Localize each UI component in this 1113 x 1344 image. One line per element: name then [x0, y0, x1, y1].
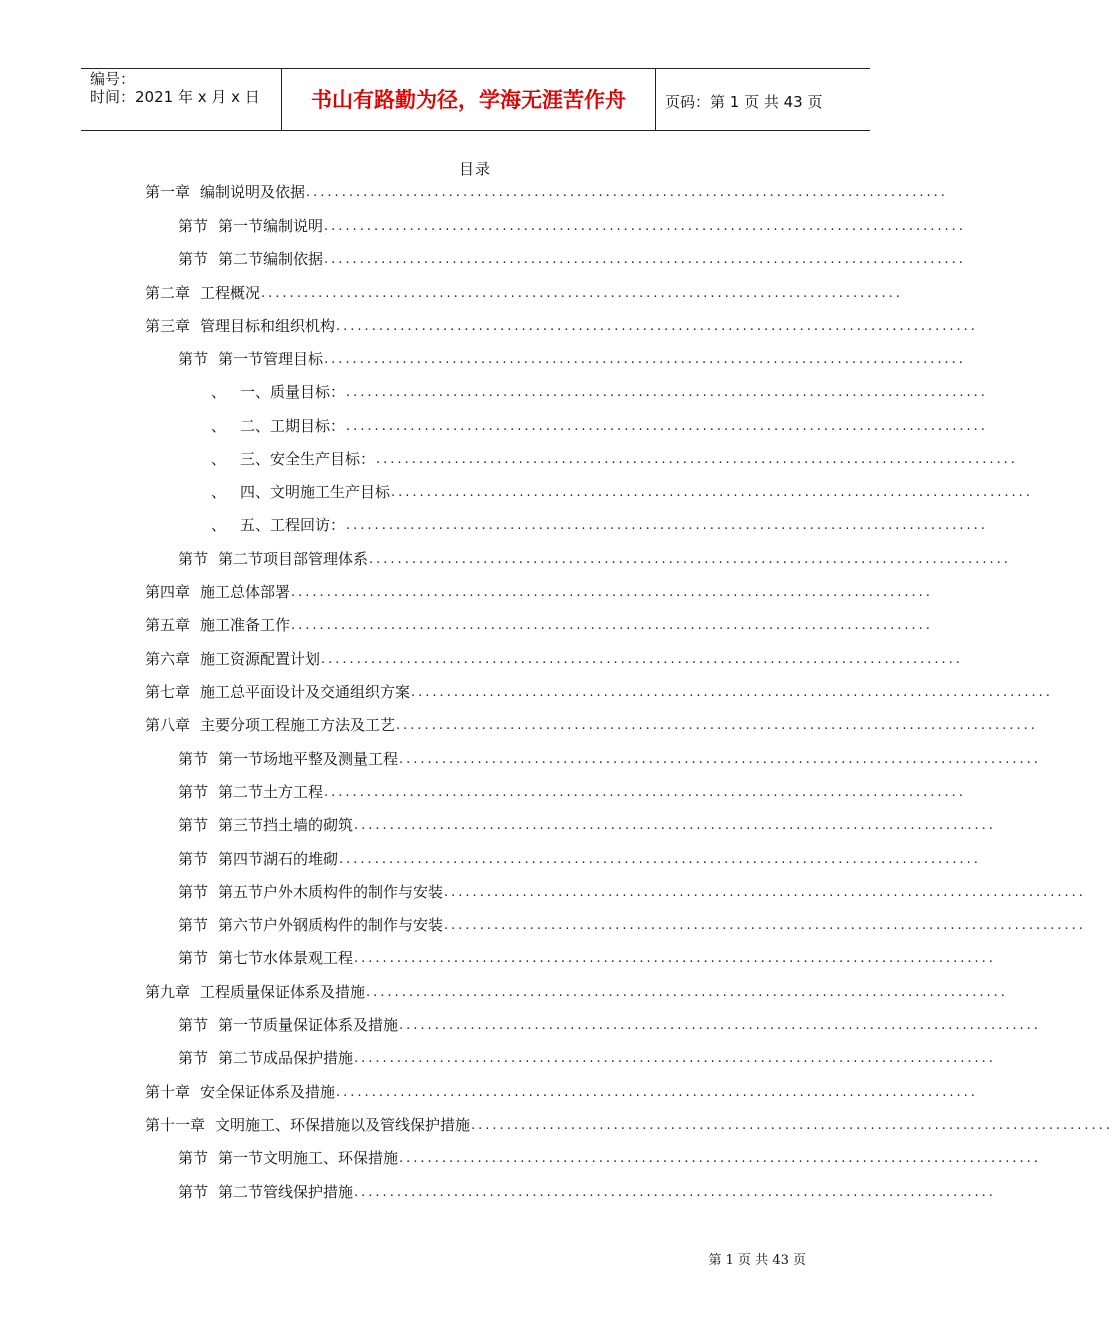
toc-leader-dots: ..........................................................................................	[354, 1051, 996, 1066]
toc-entry-number: 第节	[178, 850, 209, 868]
toc-leader-dots: ..........................................................................................	[444, 918, 1086, 933]
toc-entry-number: 第节	[178, 350, 209, 368]
toc-entry-title: 第七节水体景观工程	[218, 949, 354, 967]
toc-entry-title: 施工总体部署	[200, 583, 291, 601]
toc-entry[interactable]	[178, 815, 996, 835]
toc-entry-number: 第节	[178, 949, 209, 967]
toc-entry-number: 第节	[178, 816, 209, 834]
toc-entry-number: 第四章	[145, 583, 191, 601]
toc-entry-number: 第节	[178, 1049, 209, 1067]
toc-entry-number: 第十一章	[145, 1116, 206, 1134]
toc-leader-dots: ..........................................................................................	[336, 319, 978, 334]
toc-entry[interactable]	[178, 782, 966, 802]
toc-leader-dots: ..........................................................................................	[411, 685, 1053, 700]
toc-entry[interactable]	[178, 1048, 996, 1068]
toc-entry[interactable]	[145, 649, 963, 669]
toc-entry-number: 第节	[178, 750, 209, 768]
toc-entry[interactable]	[211, 482, 1033, 502]
toc-entry[interactable]	[145, 283, 903, 303]
toc-entry[interactable]	[211, 449, 1018, 469]
toc-leader-dots: ..........................................................................................	[396, 718, 1038, 733]
header-meta-cell	[81, 69, 281, 130]
toc-entry-title: 第一节文明施工、环保措施	[218, 1149, 399, 1167]
toc-entry[interactable]	[178, 749, 1041, 769]
header-page-cell	[655, 69, 870, 130]
toc-entry[interactable]	[145, 1082, 978, 1102]
toc-leader-dots: ..........................................................................................	[444, 885, 1086, 900]
document-header	[81, 68, 870, 131]
toc-entry-title: 第一节编制说明	[218, 217, 324, 235]
toc-entry-number: 第三章	[145, 317, 191, 335]
toc-entry-number: 第八章	[145, 716, 191, 734]
toc-leader-dots: ..........................................................................................	[324, 785, 966, 800]
header-motto: 书山有路勤为径，学海无涯苦作舟	[311, 88, 626, 112]
toc-leader-dots: ..........................................................................................	[291, 618, 933, 633]
toc-entry-number: 第节	[178, 783, 209, 801]
toc-leader-dots: ..........................................................................................	[306, 185, 948, 200]
toc-entry-title: 第一节管理目标	[218, 350, 324, 368]
toc-entry-title: 五、工程回访：	[240, 516, 346, 534]
toc-entry-title: 文明施工、环保措施以及管线保护措施	[215, 1116, 471, 1134]
toc-leader-dots: ..........................................................................................	[324, 352, 966, 367]
toc-entry[interactable]	[178, 349, 966, 369]
toc-entry-title: 二、工期目标：	[240, 417, 346, 435]
toc-entry-number: 、	[211, 516, 227, 534]
toc-leader-dots: ..........................................................................................	[346, 385, 988, 400]
toc-leader-dots: ..........................................................................................	[324, 219, 966, 234]
toc-entry-number: 第节	[178, 883, 209, 901]
toc-entry[interactable]	[145, 582, 933, 602]
toc-leader-dots: ..........................................................................................	[261, 286, 903, 301]
toc-entry-number: 第节	[178, 1149, 209, 1167]
toc-leader-dots: ..........................................................................................	[399, 1151, 1041, 1166]
toc-leader-dots: ..........................................................................................	[471, 1118, 1113, 1133]
toc-entry-title: 第二节成品保护措施	[218, 1049, 354, 1067]
toc-entry-number: 第五章	[145, 616, 191, 634]
toc-entry-number: 第七章	[145, 683, 191, 701]
toc-leader-dots: ..........................................................................................	[366, 985, 1008, 1000]
toc-entry-title: 第一节场地平整及测量工程	[218, 750, 399, 768]
toc-entry-number: 第九章	[145, 983, 191, 1001]
page-footer: 第 1 页 共 43 页	[708, 1253, 806, 1268]
toc-leader-dots: ..........................................................................................	[336, 1085, 978, 1100]
toc-leader-dots: ..........................................................................................	[291, 585, 933, 600]
toc-entry[interactable]	[145, 715, 1038, 735]
toc-entry[interactable]	[145, 982, 1008, 1002]
toc-leader-dots: ..........................................................................................	[399, 752, 1041, 767]
toc-entry-number: 第节	[178, 217, 209, 235]
toc-entry-title: 施工总平面设计及交通组织方案	[200, 683, 411, 701]
toc-entry-title: 第五节户外木质构件的制作与安装	[218, 883, 444, 901]
toc-leader-dots: ..........................................................................................	[391, 485, 1033, 500]
toc-entry[interactable]	[178, 849, 981, 869]
toc-entry[interactable]	[178, 549, 1011, 569]
toc-entry[interactable]	[211, 416, 988, 436]
toc-entry-title: 施工准备工作	[200, 616, 291, 634]
toc-leader-dots: ..........................................................................................	[324, 252, 966, 267]
toc-leader-dots: ..........................................................................................	[369, 552, 1011, 567]
document-date: 时间：2021 年 x 月 x 日	[90, 88, 260, 106]
toc-entry[interactable]	[178, 915, 1086, 935]
toc-entry-number: 第节	[178, 916, 209, 934]
header-motto-cell	[281, 69, 656, 130]
header-page-info: 页码：第 1 页 共 43 页	[665, 93, 823, 111]
toc-entry-title: 施工资源配置计划	[200, 650, 321, 668]
toc-leader-dots: ..........................................................................................	[354, 1185, 996, 1200]
toc-entry-number: 、	[211, 383, 227, 401]
toc-leader-dots: ..........................................................................................	[354, 818, 996, 833]
toc-leader-dots: ..........................................................................................	[339, 852, 981, 867]
toc-leader-dots: ..........................................................................................	[376, 452, 1018, 467]
toc-entry-number: 、	[211, 417, 227, 435]
toc-entry-number: 第六章	[145, 650, 191, 668]
toc-entry-title: 第三节挡土墙的砌筑	[218, 816, 354, 834]
toc-leader-dots: ..........................................................................................	[354, 951, 996, 966]
toc-entry-title: 第二节项目部管理体系	[218, 550, 369, 568]
toc-entry-number: 第一章	[145, 183, 191, 201]
toc-leader-dots: ..........................................................................................	[399, 1018, 1041, 1033]
toc-entry-number: 、	[211, 483, 227, 501]
toc-entry-number: 第节	[178, 250, 209, 268]
document-number-label: 编号：	[90, 70, 136, 88]
toc-entry-number: 第节	[178, 1016, 209, 1034]
toc-entry-title: 第二节管线保护措施	[218, 1183, 354, 1201]
toc-leader-dots: ..........................................................................................	[346, 419, 988, 434]
toc-entry[interactable]	[145, 1115, 1113, 1135]
toc-entry-number: 、	[211, 450, 227, 468]
toc-entry-number: 第节	[178, 1183, 209, 1201]
toc-entry[interactable]	[178, 216, 966, 236]
toc-leader-dots: ..........................................................................................	[321, 652, 963, 667]
toc-entry[interactable]	[178, 1182, 996, 1202]
toc-entry[interactable]	[178, 948, 996, 968]
toc-entry[interactable]	[178, 882, 1086, 902]
toc-title: 目录	[458, 160, 491, 178]
toc-entry[interactable]	[145, 316, 978, 336]
toc-entry-title: 第二节土方工程	[218, 783, 324, 801]
toc-entry[interactable]	[211, 515, 988, 535]
toc-entry-title: 一、质量目标：	[240, 383, 346, 401]
toc-entry-title: 第四节湖石的堆砌	[218, 850, 339, 868]
toc-entry-title: 管理目标和组织机构	[200, 317, 336, 335]
toc-entry-title: 第六节户外钢质构件的制作与安装	[218, 916, 444, 934]
toc-entry-title: 主要分项工程施工方法及工艺	[200, 716, 396, 734]
toc-entry-title: 四、文明施工生产目标	[240, 483, 391, 501]
toc-entry-number: 第二章	[145, 284, 191, 302]
toc-leader-dots: ..........................................................................................	[346, 518, 988, 533]
toc-entry-number: 第节	[178, 550, 209, 568]
toc-entry[interactable]	[178, 1148, 1041, 1168]
toc-entry[interactable]	[145, 615, 933, 635]
toc-entry[interactable]	[145, 682, 1053, 702]
toc-entry[interactable]	[178, 1015, 1041, 1035]
toc-entry-number: 第十章	[145, 1083, 191, 1101]
toc-entry-title: 第二节编制依据	[218, 250, 324, 268]
toc-entry-title: 安全保证体系及措施	[200, 1083, 336, 1101]
toc-entry-title: 三、安全生产目标：	[240, 450, 376, 468]
toc-entry-title: 第一节质量保证体系及措施	[218, 1016, 399, 1034]
toc-entry[interactable]	[211, 382, 988, 402]
toc-entry[interactable]	[178, 249, 966, 269]
toc-entry-title: 工程概况	[200, 284, 261, 302]
toc-entry[interactable]	[145, 182, 948, 202]
toc-entry-title: 编制说明及依据	[200, 183, 306, 201]
toc-entry-title: 工程质量保证体系及措施	[200, 983, 366, 1001]
